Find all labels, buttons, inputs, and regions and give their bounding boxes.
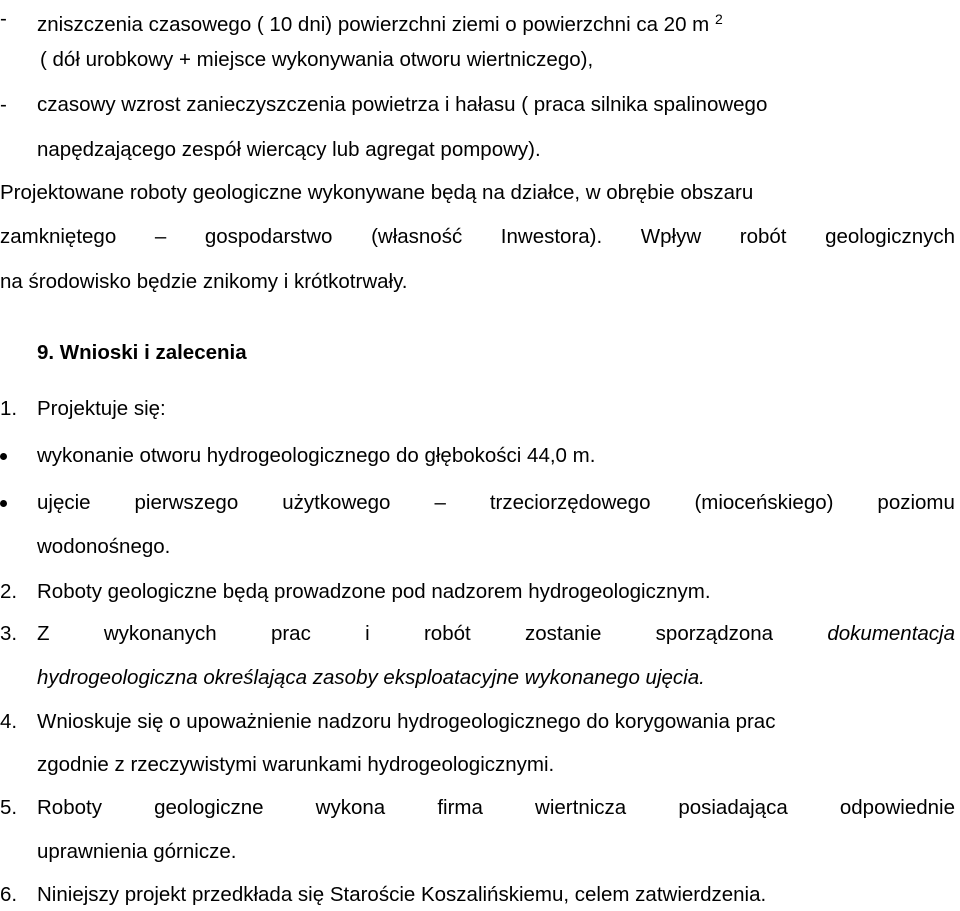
- word: wykonanych: [103, 622, 217, 645]
- item-number: 2.: [0, 580, 18, 603]
- word: geologicznych: [825, 225, 955, 248]
- word: Wpływ: [640, 225, 702, 248]
- word: (własność: [371, 225, 463, 248]
- item-text: uprawnienia górnicze.: [37, 840, 237, 863]
- list-item-text: napędzającego zespół wiercący lub agregat pompowy).: [37, 138, 541, 161]
- word: pierwszego: [134, 491, 239, 514]
- word: Inwestora).: [500, 225, 603, 248]
- word: poziomu: [877, 491, 955, 514]
- item-text: Niniejszy projekt przedkłada się Staroście Koszalińskiemu, celem zatwierdzenia.: [37, 883, 767, 906]
- item-number: 6.: [0, 883, 18, 906]
- text-fragment: zniszczenia czasowego ( 10 dni) powierzchni ziemi o powierzchni ca 20 m: [37, 13, 710, 36]
- bullet-icon: [0, 500, 7, 507]
- word: wiertnicza: [535, 796, 627, 819]
- word: robót: [739, 225, 787, 248]
- item-text-justified: [37, 622, 955, 646]
- list-item-text: ( dół urobkowy + miejsce wykonywania otworu wiertniczego),: [40, 48, 594, 71]
- word: i: [365, 622, 370, 645]
- word: (mioceńskiego): [694, 491, 834, 514]
- item-number: 4.: [0, 710, 18, 733]
- superscript: 2: [714, 11, 723, 27]
- bullet-text-justified: [37, 491, 955, 515]
- paragraph-line-justified: [0, 225, 955, 249]
- word: robót: [423, 622, 471, 645]
- word: gospodarstwo: [204, 225, 333, 248]
- item-text: Wnioskuje się o upoważnienie nadzoru hydrogeologicznego do korygowania prac: [37, 710, 776, 733]
- list-dash: -: [0, 7, 7, 30]
- bullet-text: wykonanie otworu hydrogeologicznego do głębokości 44,0 m.: [37, 444, 596, 467]
- word: odpowiednie: [839, 796, 955, 819]
- word: sporządzona: [655, 622, 774, 645]
- word: ujęcie: [37, 491, 91, 514]
- item-text: Projektuje się:: [37, 397, 166, 420]
- word: –: [154, 225, 167, 248]
- item-number: 3.: [0, 622, 18, 645]
- word: użytkowego: [282, 491, 391, 514]
- word: zostanie: [525, 622, 602, 645]
- paragraph-line: na środowisko będzie znikomy i krótkotrwały.: [0, 270, 408, 293]
- word: prac: [270, 622, 311, 645]
- word: –: [434, 491, 446, 514]
- word: trzeciorzędowego: [489, 491, 651, 514]
- word: Roboty: [37, 796, 102, 819]
- bullet-text: wodonośnego.: [37, 535, 171, 558]
- item-text-justified: [37, 796, 955, 820]
- word: zamkniętego: [0, 225, 117, 248]
- item-number: 5.: [0, 796, 18, 819]
- word: firma: [437, 796, 483, 819]
- bullet-icon: [0, 453, 7, 460]
- item-number: 1.: [0, 397, 18, 420]
- word: posiadająca: [678, 796, 788, 819]
- list-dash: -: [0, 93, 7, 116]
- word: Z: [37, 622, 50, 645]
- item-text: zgodnie z rzeczywistymi warunkami hydrogeologicznymi.: [37, 753, 555, 776]
- word: dokumentacja: [827, 622, 955, 645]
- word: geologiczne: [154, 796, 264, 819]
- list-item-text: [37, 7, 723, 37]
- section-heading: 9. Wnioski i zalecenia: [37, 341, 247, 364]
- word: wykona: [315, 796, 386, 819]
- list-item-text: czasowy wzrost zanieczyszczenia powietrza i hałasu ( praca silnika spalinowego: [37, 93, 768, 116]
- paragraph-line: Projektowane roboty geologiczne wykonywane będą na działce, w obrębie obszaru: [0, 181, 754, 204]
- item-text: Roboty geologiczne będą prowadzone pod nadzorem hydrogeologicznym.: [37, 580, 711, 603]
- item-text-italic: hydrogeologiczna określająca zasoby eksploatacyjne wykonanego ujęcia.: [37, 666, 705, 689]
